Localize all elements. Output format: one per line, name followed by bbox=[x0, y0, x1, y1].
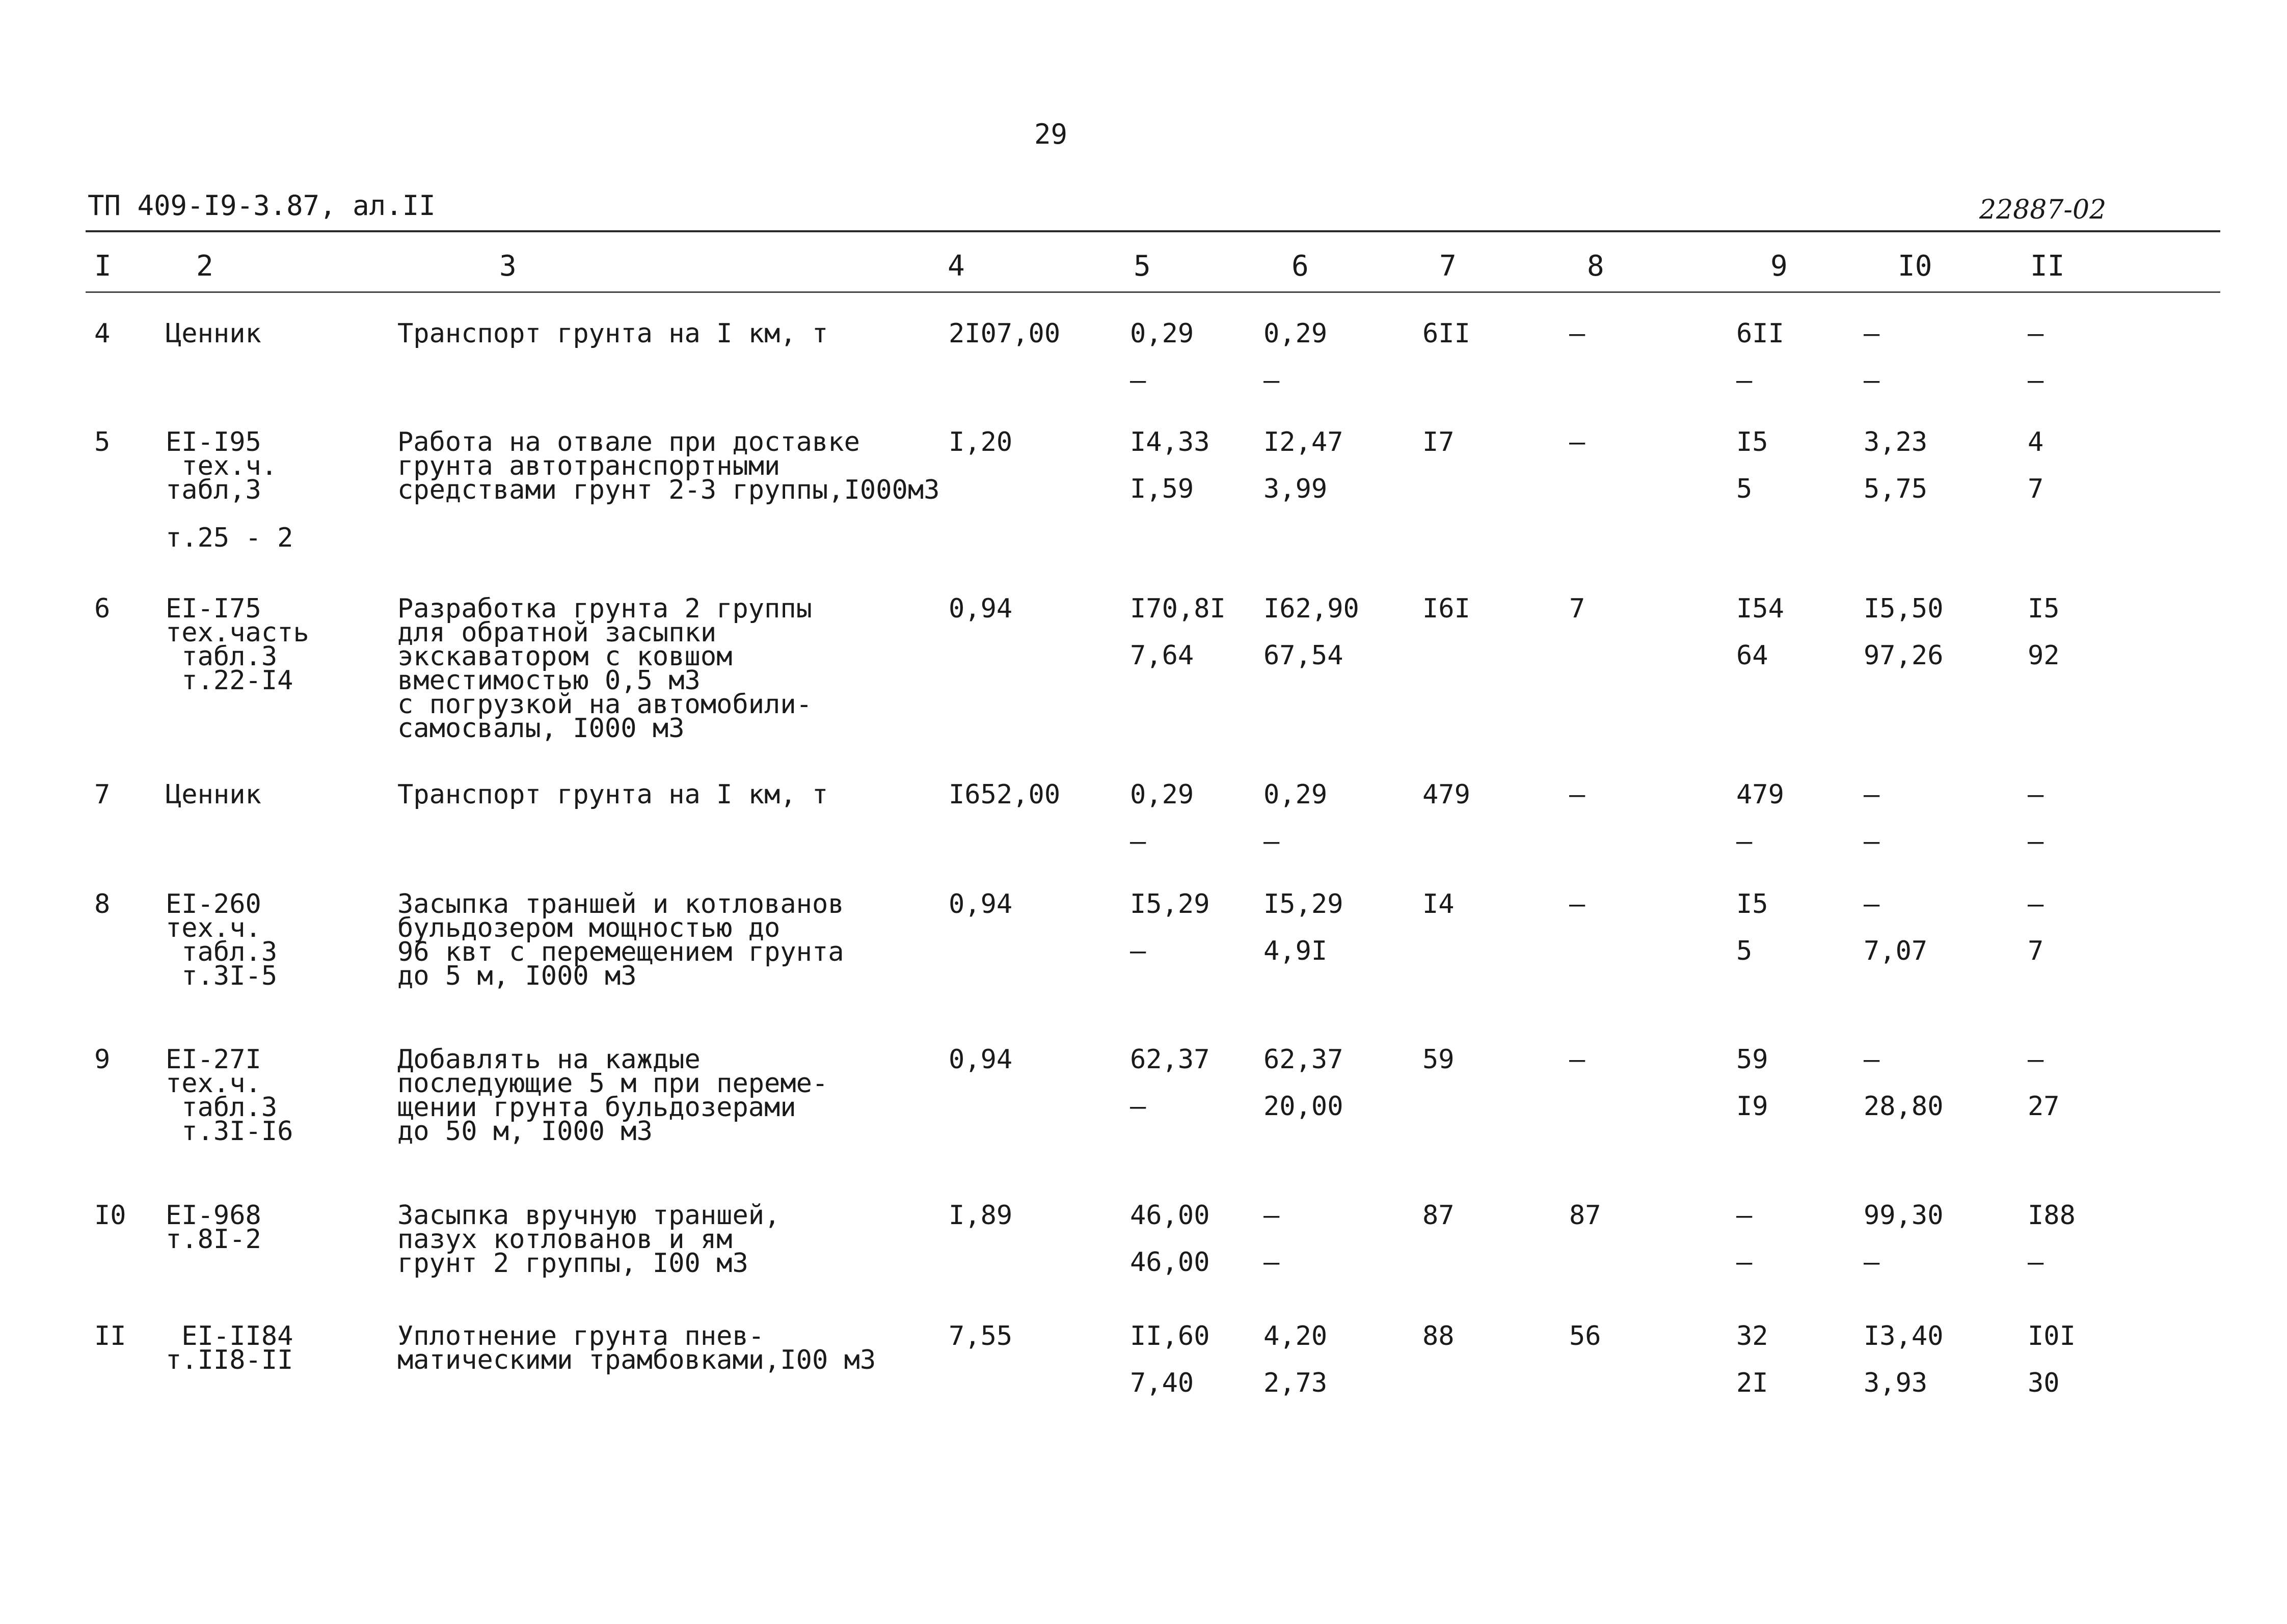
value-cell: – bbox=[1130, 826, 1146, 857]
rate-code: EI-I75 тех.часть табл.3 т.22-I4 bbox=[166, 593, 309, 696]
rate-code: EI-27I тех.ч. табл.3 т.3I-I6 bbox=[166, 1044, 293, 1147]
value-cell: 0,29 bbox=[1130, 318, 1194, 349]
value-cell: 88 bbox=[1422, 1321, 1455, 1351]
value-cell: – bbox=[1864, 826, 1880, 857]
rate-code: Ценник bbox=[166, 779, 261, 810]
quantity-cell: I,20 bbox=[949, 427, 1013, 457]
column-header: I0 bbox=[1898, 250, 1932, 283]
quantity-cell: 2I07,00 bbox=[949, 318, 1061, 349]
value-cell: 59 bbox=[1422, 1044, 1455, 1075]
value-cell: – bbox=[1263, 1200, 1280, 1231]
value-cell: – bbox=[2028, 889, 2044, 919]
value-cell: I4 bbox=[1422, 889, 1455, 919]
value-cell: – bbox=[2028, 779, 2044, 810]
value-cell: 2I bbox=[1736, 1368, 1768, 1398]
work-description: Добавлять на каждые последующие 5 м при переме- щении грунта бульдозерами до 50 м, I000 м3 bbox=[397, 1044, 828, 1147]
column-header: 2 bbox=[196, 250, 213, 283]
work-description: Засыпка траншей и котлованов бульдозером мощностью до 96 квт с перемещением грунта до 5 м, I000 м3 bbox=[397, 889, 844, 991]
value-cell: I70,8I bbox=[1130, 593, 1226, 624]
value-cell: 87 bbox=[1569, 1200, 1601, 1231]
value-cell: I5 bbox=[2028, 593, 2060, 624]
value-cell: 6II bbox=[1736, 318, 1784, 349]
value-cell: – bbox=[1263, 365, 1280, 396]
value-cell: 7,40 bbox=[1130, 1368, 1194, 1398]
value-cell: – bbox=[1864, 318, 1880, 349]
value-cell: 7,07 bbox=[1864, 936, 1928, 966]
row-number: II bbox=[94, 1321, 126, 1351]
value-cell: 67,54 bbox=[1263, 640, 1343, 671]
value-cell: 0,29 bbox=[1263, 779, 1328, 810]
value-cell: – bbox=[1736, 1200, 1753, 1231]
column-header: 6 bbox=[1292, 250, 1309, 283]
value-cell: – bbox=[1864, 1044, 1880, 1075]
top-rule bbox=[86, 230, 2220, 232]
work-description: Работа на отвале при доставке грунта автотранспортными средствами грунт 2-3 группы,I000м3 bbox=[397, 427, 940, 505]
value-cell: 59 bbox=[1736, 1044, 1768, 1075]
value-cell: 87 bbox=[1422, 1200, 1455, 1231]
value-cell: – bbox=[2028, 826, 2044, 857]
work-description: Транспорт грунта на I км, т bbox=[397, 318, 828, 349]
value-cell: 20,00 bbox=[1263, 1091, 1343, 1122]
quantity-cell: I652,00 bbox=[949, 779, 1061, 810]
value-cell: I5,29 bbox=[1130, 889, 1210, 919]
document-reference: ТП 409-I9-3.87, ал.II bbox=[88, 190, 436, 222]
value-cell: – bbox=[1736, 365, 1753, 396]
value-cell: 62,37 bbox=[1130, 1044, 1210, 1075]
value-cell: I7 bbox=[1422, 427, 1455, 457]
row-number: 4 bbox=[94, 318, 111, 349]
value-cell: 7 bbox=[1569, 593, 1585, 624]
value-cell: 56 bbox=[1569, 1321, 1601, 1351]
value-cell: 0,29 bbox=[1130, 779, 1194, 810]
row-number: 5 bbox=[94, 427, 111, 457]
value-cell: – bbox=[2028, 365, 2044, 396]
row-number: I0 bbox=[94, 1200, 126, 1231]
column-header: 3 bbox=[499, 250, 517, 283]
value-cell: – bbox=[2028, 1044, 2044, 1075]
work-description: Засыпка вручную траншей, пазух котлованов и ям грунт 2 группы, I00 м3 bbox=[397, 1200, 781, 1279]
value-cell: – bbox=[1130, 1091, 1146, 1122]
row-number: 7 bbox=[94, 779, 111, 810]
value-cell: 28,80 bbox=[1864, 1091, 1944, 1122]
value-cell: 3,99 bbox=[1263, 474, 1328, 504]
value-cell: I9 bbox=[1736, 1091, 1768, 1122]
document-code: 22887-02 bbox=[1979, 195, 2107, 225]
work-description: Уплотнение грунта пнев- матическими трамбовками,I00 м3 bbox=[397, 1321, 876, 1375]
value-cell: 27 bbox=[2028, 1091, 2060, 1122]
page-number: 29 bbox=[1034, 118, 1068, 150]
column-header: 4 bbox=[948, 250, 965, 283]
value-cell: 7 bbox=[2028, 474, 2044, 504]
column-header: 9 bbox=[1770, 250, 1788, 283]
value-cell: I62,90 bbox=[1263, 593, 1359, 624]
column-header: 8 bbox=[1587, 250, 1604, 283]
column-header: 5 bbox=[1134, 250, 1151, 283]
value-cell: 3,23 bbox=[1864, 427, 1928, 457]
value-cell: 0,29 bbox=[1263, 318, 1328, 349]
value-cell: I5 bbox=[1736, 427, 1768, 457]
row-number: 9 bbox=[94, 1044, 111, 1075]
value-cell: I5,29 bbox=[1263, 889, 1343, 919]
row-number: 6 bbox=[94, 593, 111, 624]
value-cell: – bbox=[1864, 779, 1880, 810]
value-cell: 5 bbox=[1736, 936, 1753, 966]
value-cell: – bbox=[1569, 1044, 1585, 1075]
value-cell: – bbox=[1864, 365, 1880, 396]
column-header: I bbox=[94, 250, 112, 283]
value-cell: 5,75 bbox=[1864, 474, 1928, 504]
column-header: II bbox=[2030, 250, 2065, 283]
value-cell: I6I bbox=[1422, 593, 1470, 624]
quantity-cell: 7,55 bbox=[949, 1321, 1013, 1351]
value-cell: 46,00 bbox=[1130, 1200, 1210, 1231]
value-cell: 4,9I bbox=[1263, 936, 1328, 966]
quantity-cell: 0,94 bbox=[949, 593, 1013, 624]
value-cell: I3,40 bbox=[1864, 1321, 1944, 1351]
value-cell: – bbox=[1130, 365, 1146, 396]
value-cell: I5,50 bbox=[1864, 593, 1944, 624]
value-cell: – bbox=[1864, 1247, 1880, 1278]
rate-code: EI-II84 т.II8-II bbox=[166, 1321, 293, 1375]
value-cell: 4,20 bbox=[1263, 1321, 1328, 1351]
work-description: Разработка грунта 2 группы для обратной засыпки экскаватором с ковшом вместимостью 0,5 м3 с погрузкой на автомобили- самосвалы, I000 м3 bbox=[397, 593, 812, 744]
value-cell: – bbox=[1130, 936, 1146, 966]
column-header: 7 bbox=[1439, 250, 1457, 283]
value-cell: 479 bbox=[1422, 779, 1470, 810]
header-rule bbox=[86, 291, 2220, 293]
value-cell: – bbox=[1263, 1247, 1280, 1278]
rate-code: Ценник bbox=[166, 318, 261, 349]
value-cell: – bbox=[1569, 427, 1585, 457]
rate-code: EI-I95 тех.ч. табл,3 т.25 - 2 bbox=[166, 427, 293, 553]
value-cell: – bbox=[1263, 826, 1280, 857]
value-cell: 4 bbox=[2028, 427, 2044, 457]
value-cell: – bbox=[1736, 826, 1753, 857]
value-cell: I2,47 bbox=[1263, 427, 1343, 457]
value-cell: 6II bbox=[1422, 318, 1470, 349]
value-cell: – bbox=[2028, 1247, 2044, 1278]
value-cell: 64 bbox=[1736, 640, 1768, 671]
value-cell: 3,93 bbox=[1864, 1368, 1928, 1398]
value-cell: 97,26 bbox=[1864, 640, 1944, 671]
value-cell: I0I bbox=[2028, 1321, 2076, 1351]
value-cell: – bbox=[1864, 889, 1880, 919]
value-cell: 92 bbox=[2028, 640, 2060, 671]
value-cell: I,59 bbox=[1130, 474, 1194, 504]
value-cell: – bbox=[1569, 889, 1585, 919]
value-cell: – bbox=[1569, 318, 1585, 349]
value-cell: I54 bbox=[1736, 593, 1784, 624]
value-cell: 99,30 bbox=[1864, 1200, 1944, 1231]
rate-code: EI-260 тех.ч. табл.3 т.3I-5 bbox=[166, 889, 278, 991]
quantity-cell: I,89 bbox=[949, 1200, 1013, 1231]
value-cell: 5 bbox=[1736, 474, 1753, 504]
value-cell: 7 bbox=[2028, 936, 2044, 966]
value-cell: 30 bbox=[2028, 1368, 2060, 1398]
value-cell: I4,33 bbox=[1130, 427, 1210, 457]
quantity-cell: 0,94 bbox=[949, 889, 1013, 919]
value-cell: II,60 bbox=[1130, 1321, 1210, 1351]
value-cell: – bbox=[2028, 318, 2044, 349]
value-cell: I88 bbox=[2028, 1200, 2076, 1231]
value-cell: 479 bbox=[1736, 779, 1784, 810]
value-cell: 7,64 bbox=[1130, 640, 1194, 671]
quantity-cell: 0,94 bbox=[949, 1044, 1013, 1075]
value-cell: – bbox=[1736, 1247, 1753, 1278]
row-number: 8 bbox=[94, 889, 111, 919]
value-cell: 32 bbox=[1736, 1321, 1768, 1351]
value-cell: I5 bbox=[1736, 889, 1768, 919]
work-description: Транспорт грунта на I км, т bbox=[397, 779, 828, 810]
rate-code: EI-968 т.8I-2 bbox=[166, 1200, 261, 1255]
value-cell: 46,00 bbox=[1130, 1247, 1210, 1278]
value-cell: 62,37 bbox=[1263, 1044, 1343, 1075]
value-cell: – bbox=[1569, 779, 1585, 810]
value-cell: 2,73 bbox=[1263, 1368, 1328, 1398]
